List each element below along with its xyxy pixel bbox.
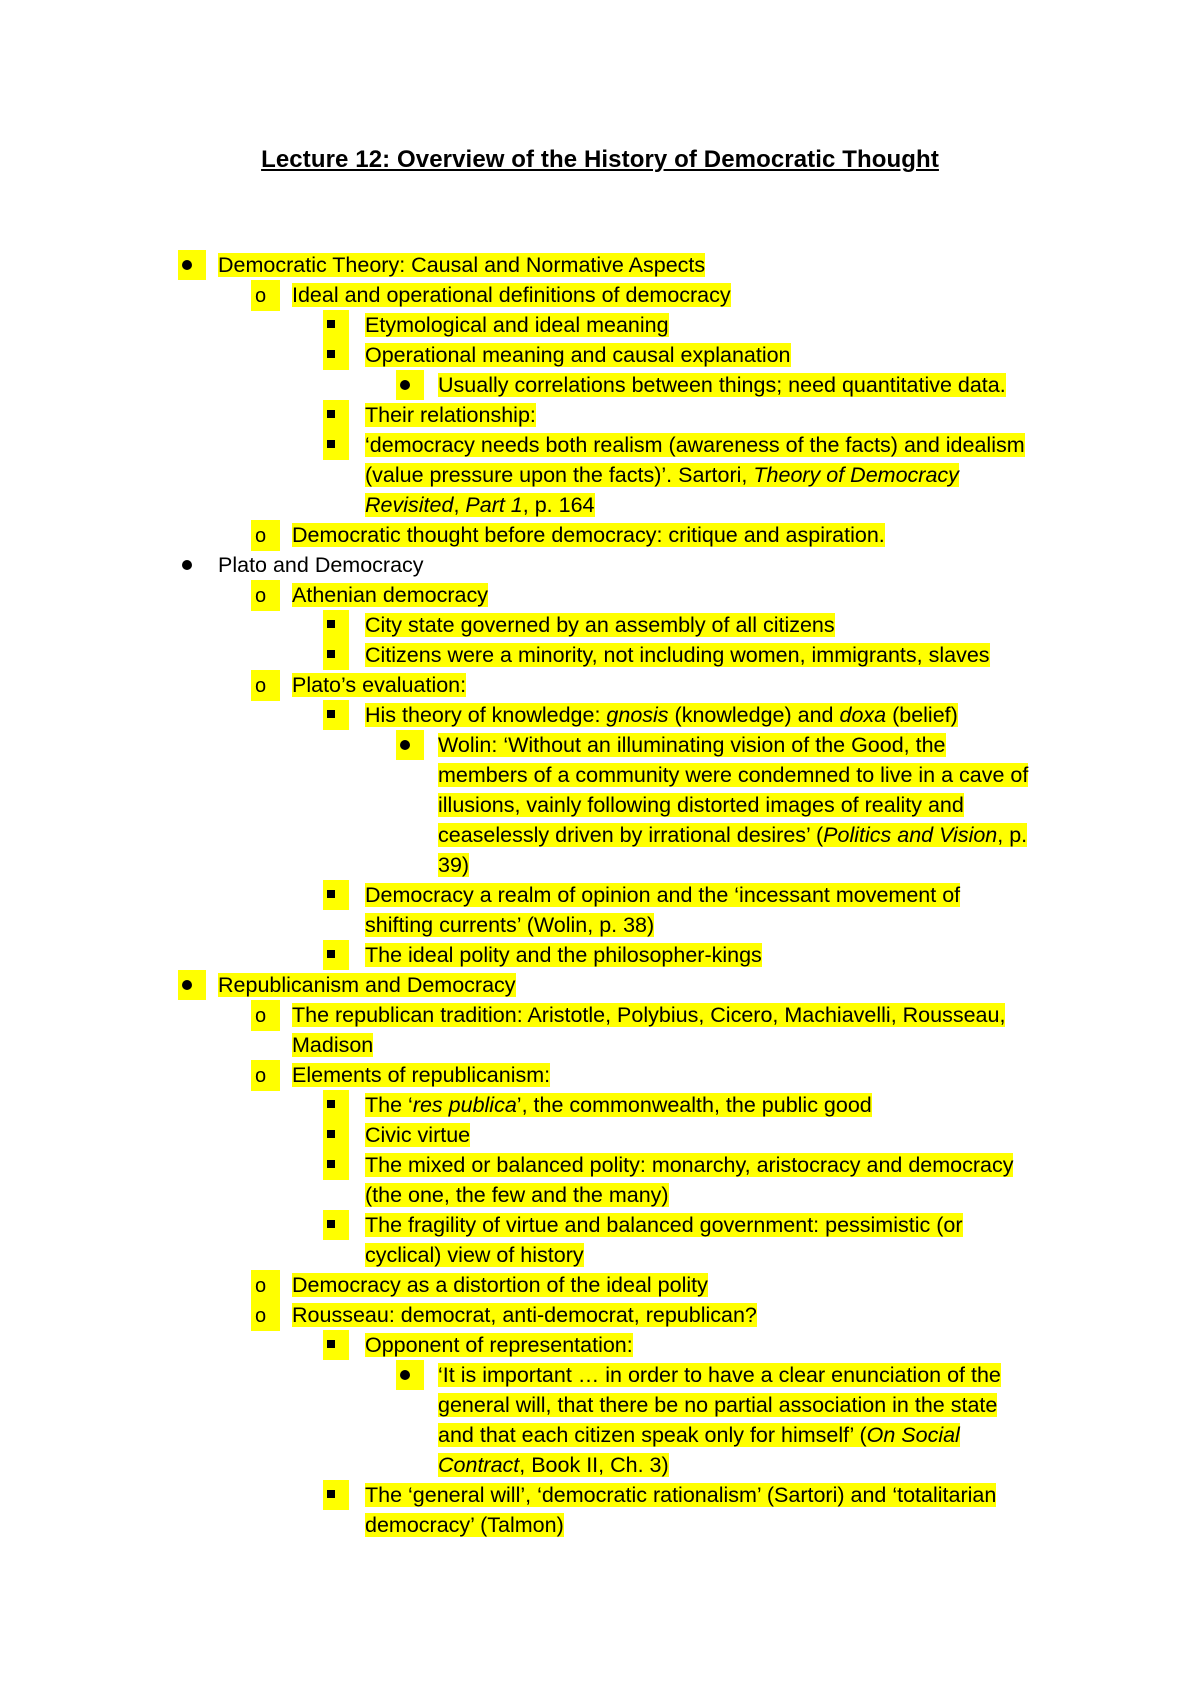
outline-item-text [292,520,1052,550]
bullet [251,1060,280,1091]
outline-item-level-3 [0,880,1200,940]
text-line [438,850,1078,880]
text-line [365,460,1065,490]
text-line [438,1450,1078,1480]
bullet [323,1480,349,1510]
text-segment: Democratic Theory: Causal and Normative Aspects [218,253,706,277]
bullet-square-icon [327,950,335,958]
text-line [438,370,1078,400]
bullet-circle-icon: o [255,1305,267,1327]
bullet-square-icon [327,710,335,718]
text-line [365,610,1065,640]
text-segment: members of a community were condemned to live in a cave of [438,763,1029,787]
text-line [365,400,1065,430]
bullet [251,1300,280,1331]
bullet [178,250,206,280]
text-line [365,700,1065,730]
text-segment: shifting currents’ (Wolin, p. 38) [365,913,655,937]
bullet-square-icon [327,1160,335,1168]
text-line [292,1030,1052,1060]
outline-item-level-2 [0,670,1200,700]
text-line [365,1240,1065,1270]
text-segment: Opponent of representation: [365,1333,633,1357]
text-line [292,280,1052,310]
bullet-square-icon [327,1130,335,1138]
bullet [251,520,280,551]
outline-item-level-2 [0,520,1200,550]
outline-item-level-3 [0,1330,1200,1360]
bullet [323,940,349,970]
bullet-square-icon [327,1220,335,1228]
bullet [396,1360,424,1390]
text-segment: ‘It is important … in order to have a clear enunciation of the [438,1363,1001,1387]
bullet-disc-icon [182,560,192,570]
outline-item-text [365,610,1065,640]
italic-text: Part 1 [465,493,523,517]
italic-text: Theory of Democracy [753,463,959,487]
text-segment: The ‘general will’, ‘democratic rationalism’ (Sartori) and ‘totalitarian [365,1483,997,1507]
text-line [438,730,1078,760]
text-line [365,1150,1065,1180]
outline-item-text [365,1090,1065,1120]
text-line [438,820,1078,850]
bullet [251,1270,280,1301]
bullet-circle-icon: o [255,1065,267,1087]
text-line [365,340,1065,370]
outline-item-level-3 [0,940,1200,970]
italic-text: res publica [412,1093,517,1117]
text-segment: The fragility of virtue and balanced government: pessimistic (or [365,1213,963,1237]
outline-item-level-1 [0,970,1200,1000]
bullet [323,310,349,340]
bullet-square-icon [327,410,335,418]
outline-item-level-3 [0,640,1200,670]
text-segment: Athenian democracy [292,583,488,607]
outline-item-level-3 [0,610,1200,640]
text-segment: , Book II, Ch. 3) [519,1453,669,1477]
outline-item-level-2 [0,1300,1200,1330]
text-segment: (knowledge) and [668,703,840,727]
bullet [323,1090,349,1120]
outline-item-text [365,1150,1065,1210]
text-line [292,1270,1052,1300]
text-line [292,670,1052,700]
outline-item-text [218,550,938,580]
italic-text: gnosis [606,703,669,727]
bullet [178,970,206,1000]
bullet-square-icon [327,1340,335,1348]
text-segment: Usually correlations between things; need quantitative data. [438,373,1006,397]
outline-item-text [292,1060,1052,1090]
outline-item-text [218,970,938,1000]
outline-item-text [438,730,1078,880]
text-line [438,1390,1078,1420]
text-segment: Democracy as a distortion of the ideal polity [292,1273,708,1297]
text-line [365,1510,1065,1540]
bullet-square-icon [327,440,335,448]
text-segment: The ideal polity and the philosopher-kings [365,943,762,967]
outline-item-text [365,1120,1065,1150]
bullet-square-icon [327,1490,335,1498]
text-line [365,430,1065,460]
outline-item-text [292,1270,1052,1300]
outline-item-text [365,880,1065,940]
outline-item-level-2 [0,1000,1200,1060]
bullet-circle-icon: o [255,1275,267,1297]
bullet [323,610,349,640]
outline-item-level-4 [0,730,1200,880]
text-line [292,1000,1052,1030]
outline-item-text [365,1480,1065,1540]
text-line [292,580,1052,610]
outline-item-text [292,280,1052,310]
outline-item-text [438,1360,1078,1480]
text-line [292,1300,1052,1330]
outline-item-text [365,310,1065,340]
outline-item-text [292,1000,1052,1060]
outline-item-text [365,1330,1065,1360]
text-segment: (value pressure upon the facts)’. Sartori, [365,463,754,487]
text-line [365,1120,1065,1150]
text-segment: cyclical) view of history [365,1243,584,1267]
text-segment: ’, the commonwealth, the public good [516,1093,872,1117]
text-line [438,1360,1078,1390]
text-line [218,550,938,580]
text-segment: , [453,493,466,517]
text-segment: Elements of republicanism: [292,1063,551,1087]
text-segment: Rousseau: democrat, anti-democrat, republican? [292,1303,757,1327]
outline-item-text [438,370,1078,400]
italic-text: Revisited [365,493,454,517]
bullet-disc-icon [400,1370,410,1380]
outline-item-level-3 [0,700,1200,730]
bullet [251,670,280,701]
text-segment: Their relationship: [365,403,536,427]
text-line [292,520,1052,550]
bullet-circle-icon: o [255,285,267,307]
text-segment: Democratic thought before democracy: critique and aspiration. [292,523,885,547]
bullet [323,430,349,460]
text-segment: (belief) [886,703,958,727]
outline-item-level-1 [0,250,1200,280]
bullet [396,730,424,760]
bullet-disc-icon [400,740,410,750]
outline-item-level-2 [0,1270,1200,1300]
outline-item-level-3 [0,1210,1200,1270]
bullet-circle-icon: o [255,525,267,547]
text-line [438,790,1078,820]
text-line [438,760,1078,790]
text-segment: , p. [997,823,1028,847]
bullet [251,580,280,611]
outline-item-level-3 [0,340,1200,370]
bullet [323,340,349,370]
bullet [178,550,206,580]
outline-item-text [365,430,1065,520]
bullet-square-icon [327,1100,335,1108]
text-line [365,940,1065,970]
text-segment: Plato’s evaluation: [292,673,467,697]
text-line [365,490,1065,520]
bullet [251,1000,280,1031]
bullet [323,700,349,730]
bullet-square-icon [327,350,335,358]
text-segment: Madison [292,1033,374,1057]
text-line [365,1210,1065,1240]
text-line [218,970,938,1000]
italic-text: Contract [438,1453,520,1477]
text-line [365,880,1065,910]
text-segment: Wolin: ‘Without an illuminating vision of the Good, the [438,733,946,757]
bullet-circle-icon: o [255,585,267,607]
page-title: Lecture 12: Overview of the History of Democratic Thought [261,146,939,173]
outline-item-text [292,1300,1052,1330]
italic-text: On Social [866,1423,960,1447]
text-segment: general will, that there be no partial association in the state [438,1393,998,1417]
text-segment: , p. 164 [522,493,595,517]
outline-item-level-2 [0,1060,1200,1090]
bullet [323,880,349,910]
bullet-circle-icon: o [255,675,267,697]
text-segment: Plato and Democracy [218,553,424,577]
outline-item-level-4 [0,370,1200,400]
text-segment: ceaselessly driven by irrational desires’ ( [438,823,824,847]
outline-item-text [365,940,1065,970]
text-line [365,1330,1065,1360]
text-segment: The ‘ [365,1093,413,1117]
text-line [365,310,1065,340]
text-segment: City state governed by an assembly of all citizens [365,613,835,637]
bullet-circle-icon: o [255,1005,267,1027]
text-line [365,910,1065,940]
text-line [438,1420,1078,1450]
text-segment: Ideal and operational definitions of democracy [292,283,731,307]
outline-item-level-3 [0,310,1200,340]
bullet-disc-icon [400,380,410,390]
outline-item-text [365,340,1065,370]
text-segment: and that each citizen speak only for himself’ ( [438,1423,867,1447]
text-line [365,1090,1065,1120]
outline-item-level-2 [0,280,1200,310]
bullet [396,370,424,400]
text-segment: Republicanism and Democracy [218,973,516,997]
text-segment: Citizens were a minority, not including women, immigrants, slaves [365,643,990,667]
text-segment: (the one, the few and the many) [365,1183,669,1207]
outline-item-text [292,580,1052,610]
outline-item-text [365,700,1065,730]
bullet [323,1210,349,1240]
bullet [251,280,280,311]
text-segment: Civic virtue [365,1123,471,1147]
bullet-square-icon [327,620,335,628]
outline-item-level-3 [0,1120,1200,1150]
outline-item-level-4 [0,1360,1200,1480]
text-segment: illusions, vainly following distorted images of reality and [438,793,964,817]
text-line [218,250,938,280]
text-line [365,640,1065,670]
bullet-square-icon [327,320,335,328]
outline-item-text [218,250,938,280]
outline-item-text [365,640,1065,670]
text-segment: Democracy a realm of opinion and the ‘incessant movement of [365,883,961,907]
outline-item-text [365,1210,1065,1270]
text-segment: ‘democracy needs both realism (awareness of the facts) and idealism [365,433,1025,457]
bullet [323,1150,349,1180]
text-segment: democracy’ (Talmon) [365,1513,564,1537]
italic-text: Politics and Vision [823,823,998,847]
text-line [365,1480,1065,1510]
outline-item-text [292,670,1052,700]
text-segment: His theory of knowledge: [365,703,607,727]
outline-item-level-3 [0,430,1200,520]
bullet [323,640,349,670]
outline-list [0,250,1200,1540]
bullet-disc-icon [182,260,192,270]
outline-item-text [365,400,1065,430]
text-segment: Operational meaning and causal explanation [365,343,791,367]
bullet [323,400,349,430]
outline-item-level-3 [0,1150,1200,1210]
text-segment: 39) [438,853,470,877]
bullet-disc-icon [182,980,192,990]
bullet [323,1330,349,1360]
outline-item-level-2 [0,580,1200,610]
text-line [365,1180,1065,1210]
outline-item-level-3 [0,1090,1200,1120]
outline-item-level-1 [0,550,1200,580]
outline-item-level-3 [0,400,1200,430]
text-segment: Etymological and ideal meaning [365,313,669,337]
bullet-square-icon [327,890,335,898]
outline-item-level-3 [0,1480,1200,1540]
bullet-square-icon [327,650,335,658]
text-segment: The republican tradition: Aristotle, Polybius, Cicero, Machiavelli, Rousseau, [292,1003,1006,1027]
text-line [292,1060,1052,1090]
bullet [323,1120,349,1150]
text-segment: The mixed or balanced polity: monarchy, aristocracy and democracy [365,1153,1014,1177]
italic-text: doxa [839,703,887,727]
